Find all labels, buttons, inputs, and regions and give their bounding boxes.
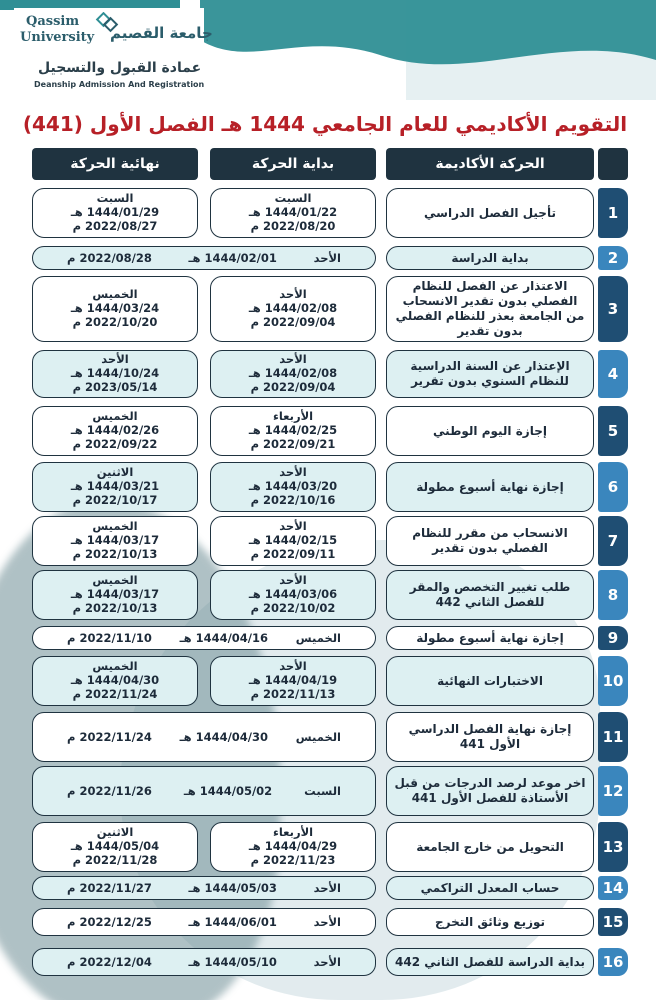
- event-cell: الاختبارات النهائية: [386, 656, 594, 706]
- day-name: السبت: [274, 191, 312, 206]
- event-cell: تأجيل الفصل الدراسي: [386, 188, 594, 238]
- end-date-cell: [32, 656, 198, 706]
- day-name: الخميس: [295, 631, 341, 645]
- hijri-date: 1444/05/10 هـ: [188, 955, 277, 969]
- event-cell: اخر موعد لرصد الدرجات من قبل الأستاذة للفصل الأول 441: [386, 766, 594, 816]
- row-number: 6: [598, 462, 628, 512]
- start-date-cell: [210, 822, 376, 872]
- gregorian-date: 2022/08/20 م: [250, 218, 336, 233]
- event-cell: الاعتذار عن الفصل للنظام الفصلي بدون تقدير الانسحاب من الجامعة بعذر للنظام الفصلي بدون تقدير: [386, 276, 594, 342]
- hijri-date: 1444/05/04 هـ: [70, 839, 160, 854]
- hijri-date: 1444/02/08 هـ: [248, 301, 338, 316]
- hijri-date: 1444/06/01 هـ: [188, 915, 277, 929]
- day-name: الأحد: [101, 352, 129, 367]
- row-number: 5: [598, 406, 628, 456]
- gregorian-date: 2022/11/28 م: [72, 852, 158, 867]
- start-date-cell: [210, 656, 376, 706]
- day-name: الخميس: [92, 519, 138, 534]
- hijri-date: 1444/03/17 هـ: [70, 587, 160, 602]
- end-date-cell: [32, 516, 198, 566]
- day-name: الأحد: [279, 352, 307, 367]
- event-cell: حساب المعدل التراكمي: [386, 876, 594, 900]
- day-name: الخميس: [92, 573, 138, 588]
- day-name: الأحد: [279, 519, 307, 534]
- gregorian-date: 2022/10/13 م: [72, 600, 158, 615]
- day-name: الخميس: [92, 287, 138, 302]
- day-name: الأحد: [313, 915, 341, 929]
- row-number: 16: [598, 948, 628, 976]
- gregorian-date: 2022/09/11 م: [250, 546, 336, 561]
- gregorian-date: 2022/10/13 م: [72, 546, 158, 561]
- gregorian-date: 2022/11/10 م: [67, 631, 152, 645]
- gregorian-date: 2022/12/25 م: [67, 915, 152, 929]
- deanship-arabic: عمادة القبول والتسجيل: [38, 60, 202, 76]
- hijri-date: 1444/05/02 هـ: [183, 784, 273, 798]
- hijri-date: 1444/02/01 هـ: [188, 251, 277, 265]
- gregorian-date: 2022/10/17 م: [72, 492, 158, 507]
- gregorian-date: 2022/10/20 م: [72, 314, 158, 329]
- day-name: الاثنين: [96, 465, 134, 480]
- hijri-date: 1444/04/30 هـ: [179, 730, 268, 744]
- single-date-cell: [32, 948, 376, 976]
- hijri-date: 1444/05/03 هـ: [188, 881, 277, 895]
- gregorian-date: 2022/11/26 م: [67, 784, 152, 798]
- row-number: 12: [598, 766, 628, 816]
- gregorian-date: 2022/10/02 م: [250, 600, 336, 615]
- gregorian-date: 2022/11/24 م: [67, 730, 152, 744]
- row-number: 8: [598, 570, 628, 620]
- event-cell: توزيع وثائق التخرج: [386, 908, 594, 936]
- day-name: الاثنين: [96, 825, 134, 840]
- start-date-cell: [210, 570, 376, 620]
- day-name: الأربعاء: [272, 825, 314, 840]
- row-number: 9: [598, 626, 628, 650]
- deanship-english: Deanship Admission And Registration: [34, 80, 205, 89]
- logo-en-line2: University: [20, 30, 95, 45]
- event-cell: إجازة اليوم الوطني: [386, 406, 594, 456]
- hijri-date: 1444/02/15 هـ: [248, 533, 338, 548]
- row-number: 11: [598, 712, 628, 762]
- header-end: نهائية الحركة: [32, 148, 198, 180]
- day-name: الأحد: [279, 465, 307, 480]
- row-number: 15: [598, 908, 628, 936]
- hijri-date: 1444/02/26 هـ: [70, 423, 160, 438]
- hijri-date: 1444/10/24 هـ: [70, 366, 160, 381]
- header-start: بداية الحركة: [210, 148, 376, 180]
- event-cell: الإعتذار عن السنة الدراسية للنظام السنوي بدون تقرير: [386, 350, 594, 398]
- event-cell: الانسحاب من مقرر للنظام الفصلي بدون تقدير: [386, 516, 594, 566]
- end-date-cell: [32, 188, 198, 238]
- end-date-cell: [32, 570, 198, 620]
- day-name: الخميس: [295, 730, 341, 744]
- event-cell: طلب تغيير التخصص والمقر للفصل الثاني 442: [386, 570, 594, 620]
- row-number: 2: [598, 246, 628, 270]
- start-date-cell: [210, 350, 376, 398]
- gregorian-date: 2022/08/28 م: [67, 251, 152, 265]
- row-number: 14: [598, 876, 628, 900]
- hijri-date: 1444/03/21 هـ: [70, 479, 160, 494]
- single-date-cell: [32, 908, 376, 936]
- gregorian-date: 2022/11/13 م: [250, 686, 336, 701]
- row-number: 4: [598, 350, 628, 398]
- day-name: الأحد: [279, 287, 307, 302]
- gregorian-date: 2022/09/04 م: [250, 314, 336, 329]
- day-name: السبت: [96, 191, 134, 206]
- gregorian-date: 2022/12/04 م: [67, 955, 152, 969]
- single-date-cell: [32, 766, 376, 816]
- end-date-cell: [32, 462, 198, 512]
- hijri-date: 1444/02/08 هـ: [248, 366, 338, 381]
- gregorian-date: 2022/11/23 م: [250, 852, 336, 867]
- hijri-date: 1444/04/29 هـ: [248, 839, 338, 854]
- hijri-date: 1444/04/30 هـ: [70, 673, 160, 688]
- day-name: الأربعاء: [272, 409, 314, 424]
- event-cell: التحويل من خارج الجامعة: [386, 822, 594, 872]
- day-name: الأحد: [313, 955, 341, 969]
- hijri-date: 1444/03/17 هـ: [70, 533, 160, 548]
- single-date-cell: [32, 876, 376, 900]
- start-date-cell: [210, 462, 376, 512]
- single-date-cell: [32, 246, 376, 270]
- day-name: الأحد: [279, 659, 307, 674]
- hijri-date: 1444/03/20 هـ: [248, 479, 338, 494]
- gregorian-date: 2023/05/14 م: [72, 379, 158, 394]
- gregorian-date: 2022/09/21 م: [250, 436, 336, 451]
- day-name: الأحد: [279, 573, 307, 588]
- hijri-date: 1444/02/25 هـ: [248, 423, 338, 438]
- end-date-cell: [32, 406, 198, 456]
- hijri-date: 1444/03/06 هـ: [248, 587, 338, 602]
- start-date-cell: [210, 516, 376, 566]
- start-date-cell: [210, 276, 376, 342]
- event-cell: بداية الدراسة للفصل الثاني 442: [386, 948, 594, 976]
- event-cell: إجازة نهاية الفصل الدراسي الأول 441: [386, 712, 594, 762]
- hijri-date: 1444/04/16 هـ: [179, 631, 268, 645]
- single-date-cell: [32, 626, 376, 650]
- row-number: 7: [598, 516, 628, 566]
- gregorian-date: 2022/11/24 م: [72, 686, 158, 701]
- start-date-cell: [210, 188, 376, 238]
- header-number-cell: [598, 148, 628, 180]
- row-number: 13: [598, 822, 628, 872]
- event-cell: إجازة نهاية أسبوع مطولة: [386, 626, 594, 650]
- hijri-date: 1444/03/24 هـ: [70, 301, 160, 316]
- day-name: الخميس: [92, 659, 138, 674]
- header-event: الحركة الأكاديمة: [386, 148, 594, 180]
- gregorian-date: 2022/08/27 م: [72, 218, 158, 233]
- gregorian-date: 2022/10/16 م: [250, 492, 336, 507]
- hijri-date: 1444/01/22 هـ: [248, 205, 338, 220]
- gregorian-date: 2022/09/22 م: [72, 436, 158, 451]
- hijri-date: 1444/01/29 هـ: [70, 205, 160, 220]
- row-number: 3: [598, 276, 628, 342]
- logo-en-line1: Qassim: [26, 14, 80, 29]
- start-date-cell: [210, 406, 376, 456]
- end-date-cell: [32, 822, 198, 872]
- row-number: 10: [598, 656, 628, 706]
- event-cell: بداية الدراسة: [386, 246, 594, 270]
- day-name: الخميس: [92, 409, 138, 424]
- day-name: السبت: [304, 784, 341, 798]
- page-title: التقويم الأكاديمي للعام الجامعي 1444 هـ الفصل الأول (441): [22, 112, 628, 136]
- day-name: الأحد: [313, 881, 341, 895]
- gregorian-date: 2022/11/27 م: [67, 881, 152, 895]
- end-date-cell: [32, 350, 198, 398]
- row-number: 1: [598, 188, 628, 238]
- day-name: الأحد: [313, 251, 341, 265]
- single-date-cell: [32, 712, 376, 762]
- gregorian-date: 2022/09/04 م: [250, 379, 336, 394]
- event-cell: إجازة نهاية أسبوع مطولة: [386, 462, 594, 512]
- logo-arabic: جامعة القصيم: [110, 24, 213, 42]
- hijri-date: 1444/04/19 هـ: [248, 673, 338, 688]
- end-date-cell: [32, 276, 198, 342]
